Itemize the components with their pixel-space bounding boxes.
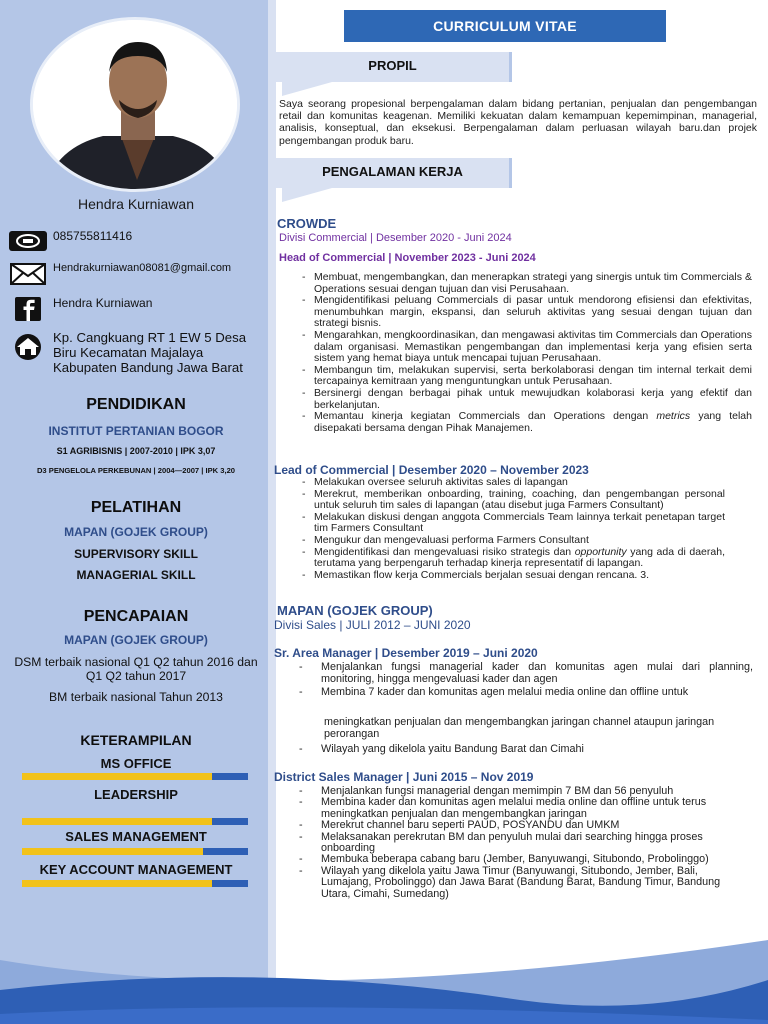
profile-photo: [30, 17, 240, 192]
achievements-org: MAPAN (GOJEK GROUP): [64, 633, 208, 647]
skill-bar-fill: [22, 818, 212, 825]
employer-division: Divisi Sales | JULI 2012 – JUNI 2020: [274, 618, 471, 632]
training-heading: PELATIHAN: [90, 499, 182, 516]
training-org: MAPAN (GOJEK GROUP): [64, 525, 208, 539]
training-item: SUPERVISORY SKILL: [74, 547, 198, 561]
list-item-emphasis: opportunity: [574, 545, 627, 558]
employer-name: CROWDE: [277, 216, 337, 231]
list-item: - Membuka beberapa cabang baru (Jember, Banyuwangi, Situbondo, Probolinggo): [297, 854, 737, 865]
job-role: Sr. Area Manager | Desember 2019 – Juni 2020: [274, 646, 538, 660]
phone-icon: [8, 228, 48, 254]
job-duties-list: [297, 661, 753, 698]
facebook-name[interactable]: Hendra Kurniawan: [53, 296, 153, 310]
address-line: Biru Kecamatan Majalaya: [53, 345, 204, 360]
list-item: - Mengukur dan mengevaluasi performa Farmers Consultant: [300, 535, 725, 547]
email-address[interactable]: Hendrakurniawan08081@gmail.com: [53, 262, 232, 274]
list-item: - Merekrut channel baru seperti PAUD, POSYANDU dan UMKM: [297, 820, 737, 831]
list-item: - Melakukan diskusi dengan anggota Commercials Team lainnya terkait penetapan target tim Farmers Consultant: [300, 512, 725, 535]
job-duty-continuation: meningkatkan penjualan dan mengembangkan jaringan channel ataupun jaringan perorangan: [324, 716, 715, 741]
achievement-line: DSM terbaik nasional Q1 Q2 tahun 2016 dan: [14, 655, 258, 669]
list-item: - Membina kader dan komunitas agen melalui media online dan offline untuk terus meningkatkan penjualan dan mengembangkan jaringan: [297, 797, 737, 820]
list-item: - Wilayah yang dikelola yaitu Jawa Timur (Banyuwangi, Situbondo, Jember, Bali, Lumajang, Probolinggo) dan Jawa Barat (Bandung Barat, Bandung Timur, Bandung Utara, Cimahi, Sumedang): [297, 866, 737, 900]
facebook-icon: [8, 296, 48, 322]
achievement-line: BM terbaik nasional Tahun 2013: [49, 690, 223, 704]
education-institution: INSTITUT PERTANIAN BOGOR: [48, 424, 224, 438]
list-item-text: yang telah disepakati bersama dengan Pihak Manajemen.: [314, 410, 752, 434]
list-item-text: Memantau kinerja kegiatan Commercials dan Operations dengan: [314, 410, 657, 423]
employer-division: Divisi Commercial | Desember 2020 - Juni 2024: [279, 232, 512, 244]
address: [53, 330, 246, 375]
job-duties-list: [300, 477, 725, 581]
list-item: - Bersinergi dengan berbagai pihak untuk mewujudkan kolaborasi kerja yang efektif dan berkelanjutan.: [300, 388, 752, 411]
achievement-line: Q1 Q2 tahun 2017: [85, 669, 187, 683]
education-degree-1: S1 AGRIBISNIS | 2007-2010 | IPK 3,07: [56, 446, 216, 456]
job-duties-list: [297, 744, 753, 756]
list-item: - Mengarahkan, mengkoordinasikan, dan mengawasi aktivitas tim Commercials dan Operations dalam organisasi. Memastikan pengembangan dan implementasi kerja yang efisien serta sistem yang hemat biaya untuk mencapai tujuan Perusahaan.: [300, 330, 752, 365]
list-item: - Menjalankan fungsi managerial kader dan komunitas agen mulai dari planning, monitoring, hingga mengevaluasi kader dan agen: [297, 661, 753, 686]
skill-bar: [22, 848, 248, 855]
home-icon: [8, 334, 48, 360]
cv-title: CURRICULUM VITAE: [344, 10, 666, 42]
profile-text: Saya seorang propesional berpengalaman dalam bidang pertanian, penjualan dan pengembangan retail dan komunitas keagenan. Memiliki kekuatan dalam kemampuan kepemimpinan, managerial, analisis, konseptual, dan eksekusi. Berpengalaman dalam perluasan wilayah baru.dan projek pengembangan produk baru.: [279, 98, 757, 147]
skill-label: MS OFFICE: [100, 756, 172, 771]
contact-address: [8, 330, 270, 376]
skill-label: SALES MANAGEMENT: [65, 829, 207, 844]
list-item: [300, 547, 725, 570]
employer-name: MAPAN (GOJEK GROUP): [277, 603, 433, 618]
list-item-text: yang ada di daerah, terutama yang berpengaruh terhadap kinerja representatif di lapangan.: [314, 545, 725, 570]
skill-label: LEADERSHIP: [94, 787, 178, 802]
list-item: - Membuat, mengembangkan, dan menerapkan strategi yang sinergis untuk tim Commercials & Operations sesuai dengan tujuan dan visi Perusahaan.: [300, 272, 752, 295]
skill-label: KEY ACCOUNT MANAGEMENT: [39, 862, 233, 877]
list-item: - Membangun tim, melakukan supervisi, serta berkolaborasi dengan tim internal terkait demi tercapainya kemitraan yang menguntungkan untuk Perusahaan.: [300, 365, 752, 388]
list-item-emphasis: metrics: [656, 410, 691, 423]
education-degree-2: D3 PENGELOLA PERKEBUNAN | 2004—2007 | IPK 3,20: [36, 466, 236, 475]
banner-arrow-icon: [282, 82, 332, 96]
job-role: Head of Commercial | November 2023 - Juni 2024: [279, 252, 536, 264]
skill-bar: [22, 773, 248, 780]
list-item: - Melakukan oversee seluruh aktivitas sales di lapangan: [300, 477, 725, 489]
skills-heading: KETERAMPILAN: [80, 732, 192, 748]
person-name: Hendra Kurniawan: [78, 196, 194, 212]
education-heading: PENDIDIKAN: [86, 396, 186, 413]
list-item: - Memastikan flow kerja Commercials berjalan sesuai dengan rencana. 3.: [300, 570, 725, 582]
list-item: - Membina 7 kader dan komunitas agen melalui media online dan offline untuk: [297, 686, 753, 698]
address-line: Kabupaten Bandung Jawa Barat: [53, 360, 243, 375]
list-item: - Wilayah yang dikelola yaitu Bandung Barat dan Cimahi: [297, 744, 753, 756]
list-item: - Mengidentifikasi peluang Commercials di pasar untuk mendorong efisiensi dan efektivitas, menumbuhkan margin, ekspansi, dan seluruh aktivitas yang sesuai dengan tujuan dan strategi bisnis.: [300, 295, 752, 330]
banner-arrow-icon: [282, 188, 332, 202]
list-item: - Merekrut, memberikan onboarding, training, coaching, dan pengembangan personal untuk seluruh tim sales di lapangan (atau disebut juga Farmers Consultant): [300, 489, 725, 512]
list-item: - Menjalankan fungsi managerial dengan memimpin 7 BM dan 56 penyuluh: [297, 786, 737, 797]
mail-icon: [8, 261, 48, 287]
job-role: Lead of Commercial | Desember 2020 – November 2023: [274, 463, 589, 477]
skill-bar-fill: [22, 773, 212, 780]
job-role: District Sales Manager | Juni 2015 – Nov 2019: [274, 770, 534, 784]
phone-number[interactable]: 085755811416: [53, 229, 133, 243]
job-duties-list: [300, 272, 752, 434]
list-item: [300, 411, 752, 434]
profile-section-banner: PROPIL: [276, 52, 512, 82]
skill-bar-fill: [22, 848, 203, 855]
achievements-heading: PENCAPAIAN: [83, 608, 189, 625]
skill-bar: [22, 818, 248, 825]
list-item-text: Mengidentifikasi dan mengevaluasi risiko strategis dan: [314, 545, 575, 558]
experience-section-banner: PENGALAMAN KERJA: [276, 158, 512, 188]
skill-bar: [22, 880, 248, 887]
list-item: - Melaksanakan perekrutan BM dan penyuluh mulai dari searching hingga proses onboarding: [297, 832, 737, 855]
person-portrait-image: [33, 20, 240, 192]
job-duties-list: [297, 786, 737, 900]
training-item: MANAGERIAL SKILL: [76, 568, 196, 582]
address-line: Kp. Cangkuang RT 1 EW 5 Desa: [53, 330, 247, 345]
skill-bar-fill: [22, 880, 212, 887]
bottom-wave-decoration: [0, 940, 768, 1024]
